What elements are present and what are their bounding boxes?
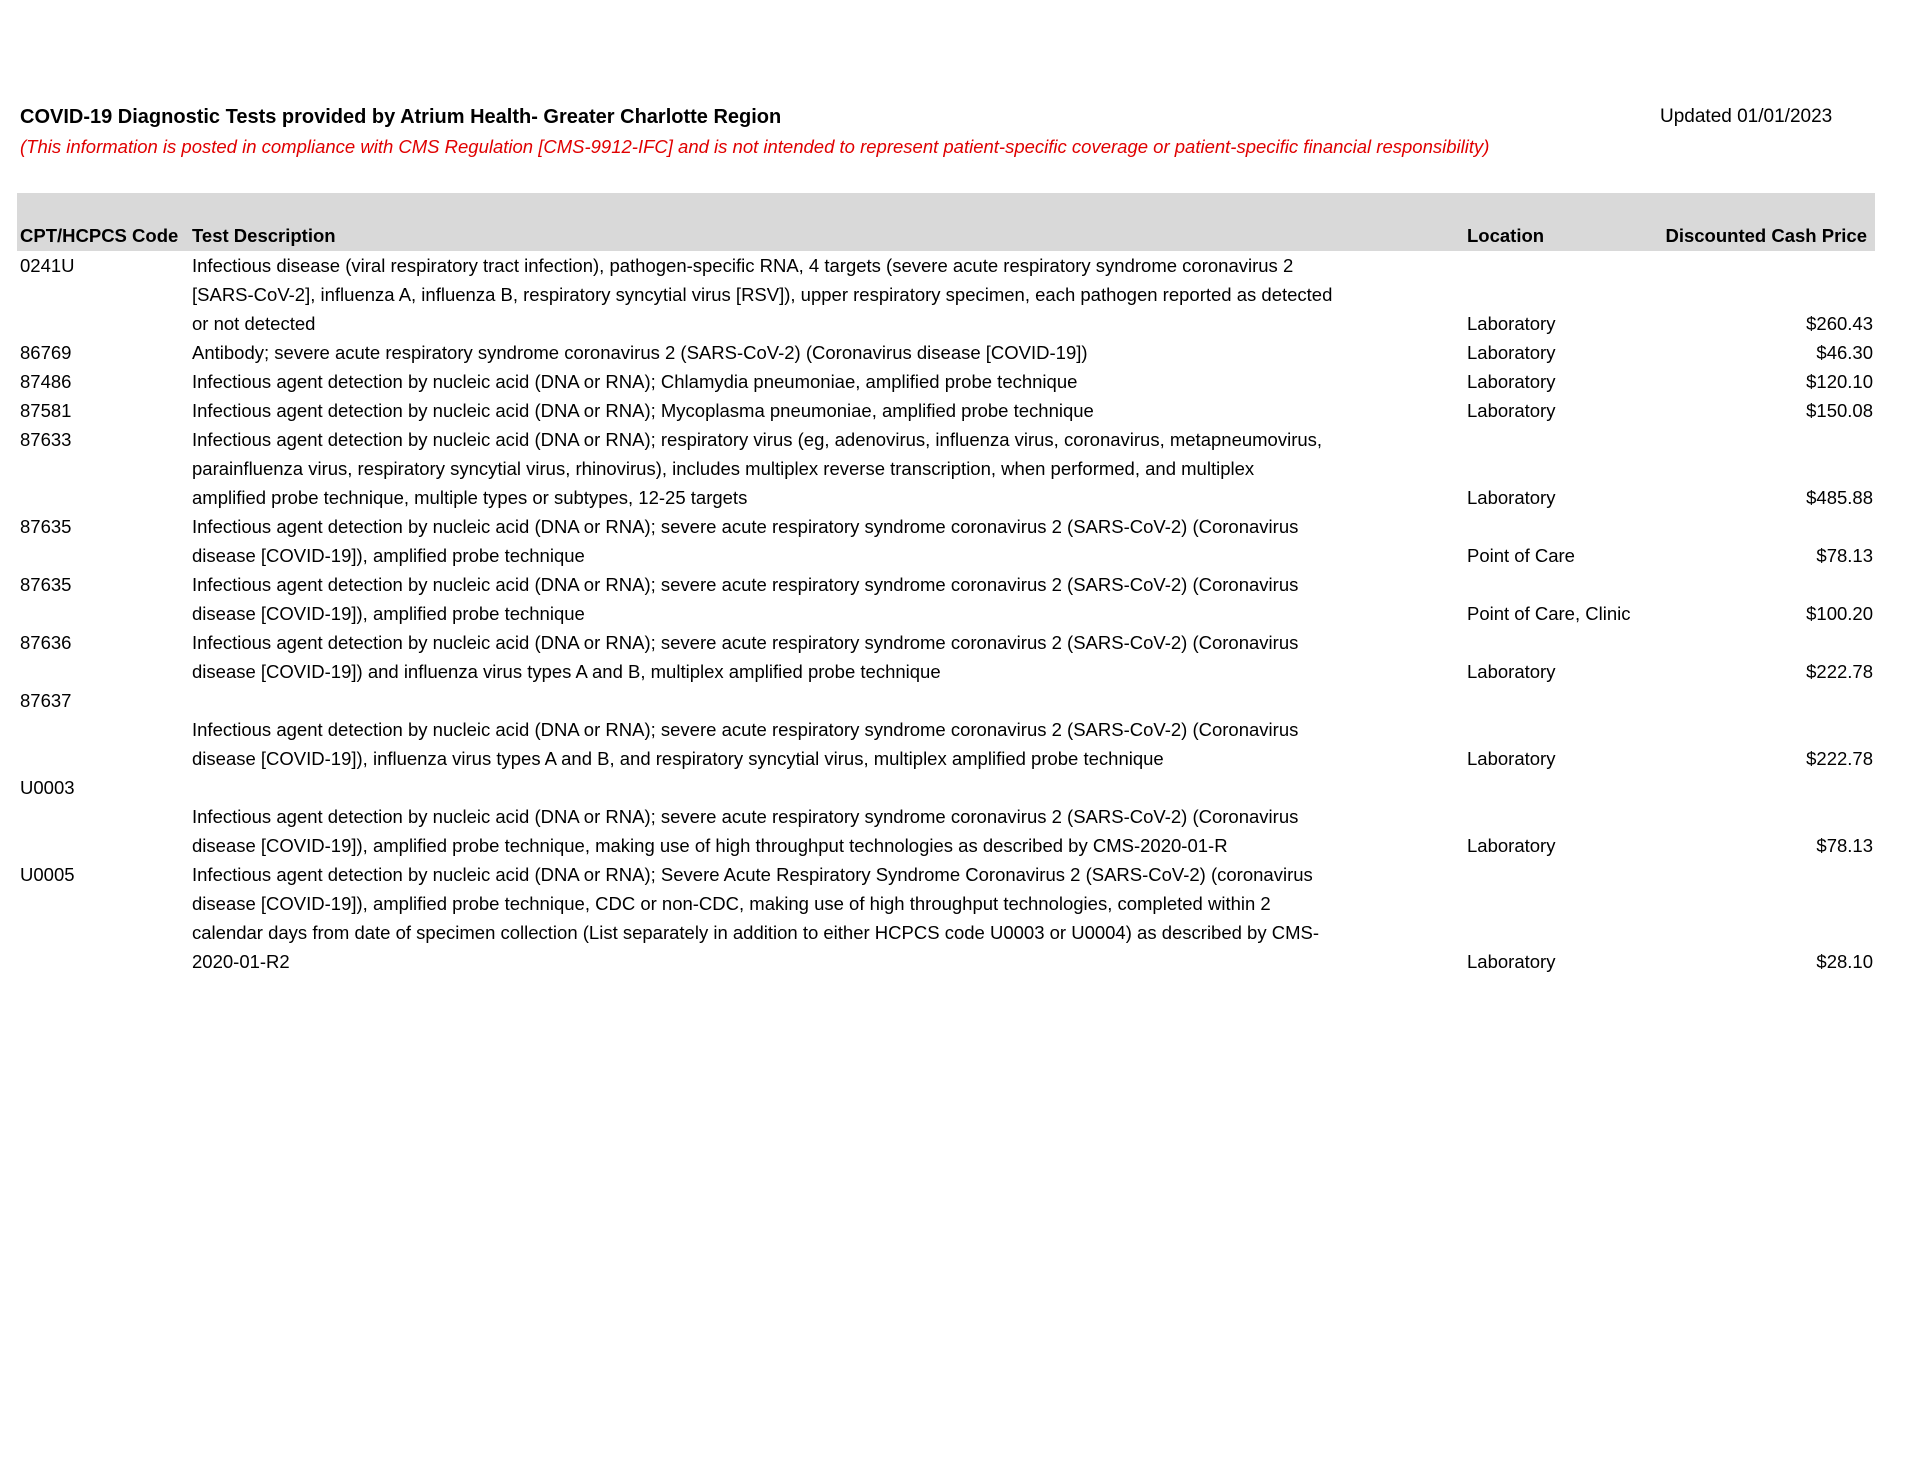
cpt-code: 87633 [20,429,72,450]
cash-price: $120.10 [1806,371,1873,392]
location: Laboratory [1467,748,1556,769]
table-row [17,773,1875,860]
location: Laboratory [1467,661,1556,682]
cash-price: $46.30 [1816,342,1873,363]
description-line: Infectious agent detection by nucleic acid (DNA or RNA); severe acute respiratory syndrome coronavirus 2 (SARS-CoV-2) (Coronavirus [192,516,1299,537]
table-row [17,570,1875,628]
description-line: 2020-01-R2 [192,951,290,972]
description-line: Infectious disease (viral respiratory tract infection), pathogen-specific RNA, 4 targets (severe acute respiratory syndrome coronavirus 2 [192,255,1294,276]
location: Laboratory [1467,400,1556,421]
compliance-notice: (This information is posted in compliance with CMS Regulation [CMS-9912-IFC] and is not intended to represent patient-specific coverage or patient-specific financial responsibility) [20,136,1490,157]
column-header-code: CPT/HCPCS Code [20,225,179,246]
description-line: disease [COVID-19]) and influenza virus types A and B, multiplex amplified probe technique [192,661,941,682]
price-table [17,193,1875,976]
description-line: disease [COVID-19]), amplified probe technique, CDC or non-CDC, making use of high throughput technologies, completed within 2 [192,893,1271,914]
description-line: disease [COVID-19]), amplified probe technique [192,603,585,624]
cpt-code: 86769 [20,342,72,363]
cash-price: $150.08 [1806,400,1873,421]
table-header [17,193,1875,251]
description-line: Antibody; severe acute respiratory syndrome coronavirus 2 (SARS-CoV-2) (Coronavirus disease [COVID-19]) [192,342,1088,363]
cpt-code: U0005 [20,864,75,885]
cpt-code: 87581 [20,400,72,421]
table-body [17,251,1875,976]
page-title: COVID-19 Diagnostic Tests provided by Atrium Health- Greater Charlotte Region [20,106,782,128]
test-description [192,367,1452,396]
test-description [192,425,1452,512]
table-row [17,512,1875,570]
table-row [17,367,1875,396]
cash-price: $222.78 [1806,748,1873,769]
table-row [17,338,1875,367]
test-description [192,860,1452,976]
cash-price: $100.20 [1806,603,1873,624]
cash-price: $260.43 [1806,313,1873,334]
test-description [192,628,1452,686]
test-description [192,773,1452,860]
description-line: Infectious agent detection by nucleic acid (DNA or RNA); severe acute respiratory syndrome coronavirus 2 (SARS-CoV-2) (Coronavirus [192,719,1299,740]
description-line: parainfluenza virus, respiratory syncytial virus, rhinovirus), includes multiplex reverse transcription, when performed, and multiplex [192,458,1255,479]
test-description [192,512,1452,570]
location: Laboratory [1467,313,1556,334]
location: Laboratory [1467,342,1556,363]
description-line: disease [COVID-19]), amplified probe technique, making use of high throughput technologies as described by CMS-2020-01-R [192,835,1228,856]
cash-price: $222.78 [1806,661,1873,682]
cpt-code: 87486 [20,371,72,392]
table-row [17,425,1875,512]
test-description [192,338,1452,367]
column-header-description: Test Description [192,225,336,246]
location: Laboratory [1467,835,1556,856]
location: Point of Care, Clinic [1467,603,1631,624]
description-line: Infectious agent detection by nucleic acid (DNA or RNA); severe acute respiratory syndrome coronavirus 2 (SARS-CoV-2) (Coronavirus [192,806,1299,827]
description-line: Infectious agent detection by nucleic acid (DNA or RNA); Severe Acute Respiratory Syndrome Coronavirus 2 (SARS-CoV-2) (coronavirus [192,864,1313,885]
description-line: disease [COVID-19]), influenza virus types A and B, and respiratory syncytial virus, multiplex amplified probe technique [192,748,1164,769]
description-line: calendar days from date of specimen collection (List separately in addition to either HCPCS code U0003 or U0004) as described by CMS- [192,922,1320,943]
cpt-code: 87635 [20,574,72,595]
description-line: Infectious agent detection by nucleic acid (DNA or RNA); severe acute respiratory syndrome coronavirus 2 (SARS-CoV-2) (Coronavirus [192,574,1299,595]
description-line: amplified probe technique, multiple types or subtypes, 12-25 targets [192,487,748,508]
updated-date: Updated 01/01/2023 [1660,106,1833,127]
cash-price: $28.10 [1816,951,1873,972]
cash-price: $78.13 [1816,545,1873,566]
cpt-code: 87635 [20,516,72,537]
description-line: disease [COVID-19]), amplified probe technique [192,545,585,566]
description-line: Infectious agent detection by nucleic acid (DNA or RNA); Mycoplasma pneumoniae, amplified probe technique [192,400,1094,421]
description-line: [SARS-CoV-2], influenza A, influenza B, respiratory syncytial virus [RSV]), upper respiratory specimen, each pathogen reported as detected [192,284,1333,305]
cpt-code: 87637 [20,690,72,711]
location: Laboratory [1467,951,1556,972]
column-header-location: Location [1467,225,1545,246]
table-row [17,251,1875,338]
test-description [192,686,1452,773]
table-row [17,686,1875,773]
description-line: or not detected [192,313,316,334]
test-description [192,570,1452,628]
location: Point of Care [1467,545,1575,566]
table-row [17,860,1875,976]
table-row [17,628,1875,686]
description-line: Infectious agent detection by nucleic acid (DNA or RNA); respiratory virus (eg, adenovirus, influenza virus, coronavirus, metapneumovirus, [192,429,1323,450]
table-row [17,396,1875,425]
description-line: Infectious agent detection by nucleic acid (DNA or RNA); severe acute respiratory syndrome coronavirus 2 (SARS-CoV-2) (Coronavirus [192,632,1299,653]
cash-price: $485.88 [1806,487,1873,508]
test-description [192,251,1452,338]
location: Laboratory [1467,371,1556,392]
cash-price: $78.13 [1816,835,1873,856]
test-description [192,396,1452,425]
column-header-price: Discounted Cash Price [1665,225,1867,246]
cpt-code: U0003 [20,777,75,798]
cpt-code: 0241U [20,255,75,276]
location: Laboratory [1467,487,1556,508]
cpt-code: 87636 [20,632,72,653]
description-line: Infectious agent detection by nucleic acid (DNA or RNA); Chlamydia pneumoniae, amplified probe technique [192,371,1078,392]
